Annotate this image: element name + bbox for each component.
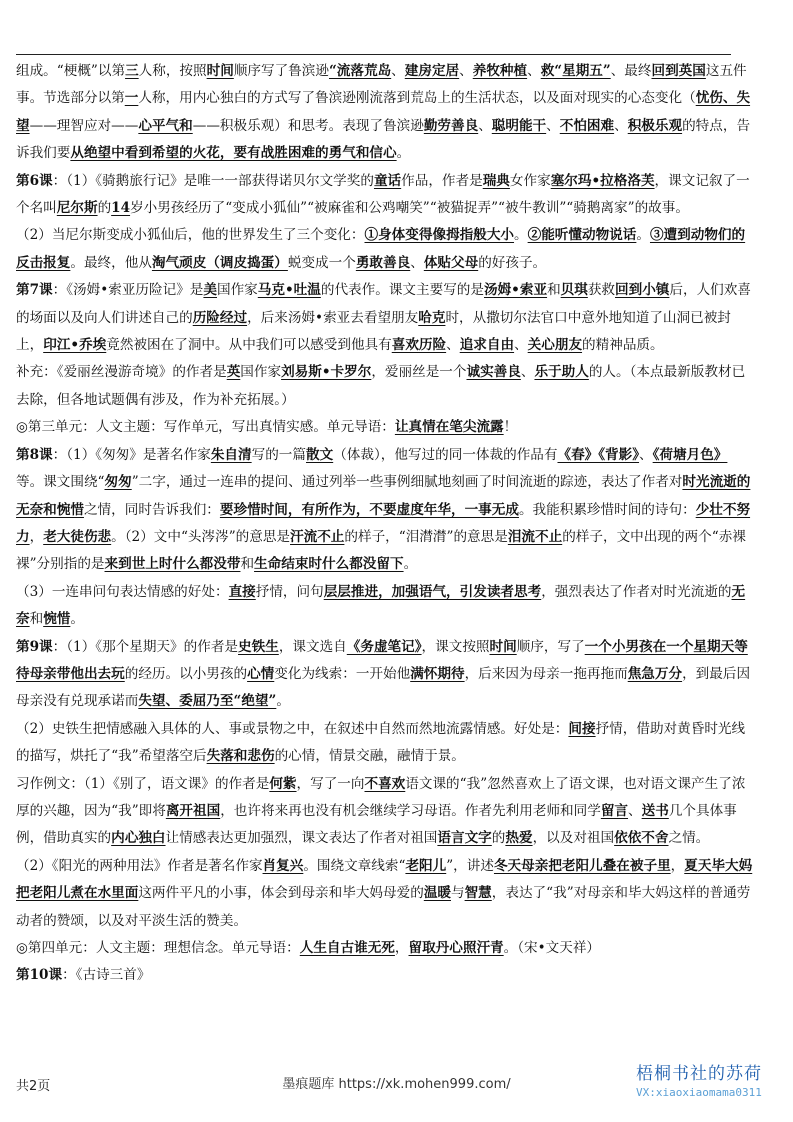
answer-fill: 忧伤、失望 (16, 90, 751, 134)
text-run: 的 (97, 200, 112, 217)
text-run: 和 (29, 611, 44, 628)
lesson-label: 第10课 (16, 967, 63, 984)
text-run: 、 (520, 364, 535, 381)
answer-fill: 印江•乔埃 (43, 337, 107, 354)
answer-fill: 老大徒伤悲 (43, 528, 112, 545)
text-run: ，以及对祖国 (532, 830, 615, 847)
text-run: 顺序，写了 (516, 638, 585, 655)
paragraph (16, 359, 753, 414)
answer-fill: 追求自由 (459, 337, 515, 354)
text-run: 、 (446, 337, 460, 354)
text-run: ”，讲述 (446, 857, 494, 874)
answer-fill: 塞尔玛•拉格洛芙 (550, 172, 655, 189)
answer-fill: 散文 (306, 446, 334, 463)
answer-fill: 回到英国 (651, 63, 706, 79)
text-run: ，也许将来再也没有机会继续学习母语。作者先利用老师和同学 (220, 802, 601, 819)
text-run: 组成。“梗概”以第 (16, 63, 126, 79)
text-run: 抒情，问句 (255, 583, 324, 600)
paragraph (16, 771, 753, 853)
watermark-title: 梧桐书社的苏荷 (636, 1064, 762, 1084)
answer-fill: 来到世上时什么都没带 (104, 556, 241, 573)
paragraph (16, 579, 753, 634)
text-run: 、 (478, 117, 492, 134)
text-run: 、最终 (610, 63, 652, 79)
text-run: 的心情，情景交融，融情于景。 (274, 748, 465, 765)
answer-fill: 史铁生 (238, 638, 279, 655)
text-run: 习作例文：（1）《别了，语文课》的作者是 (16, 775, 270, 792)
answer-fill: 三 (125, 63, 139, 79)
text-run: ：《汤姆•索亚历险记》是 (52, 282, 204, 299)
answer-fill: 美 (203, 282, 217, 299)
text-run: 这五件事。节选部分以第 (16, 63, 747, 107)
answer-fill: 直接 (228, 583, 256, 600)
text-run: 变化为线索：一开始他 (274, 665, 411, 682)
answer-fill: 智慧 (464, 885, 492, 902)
answer-fill: 瑞典 (482, 172, 510, 189)
watermark-contact: VX:xiaoxiaomama0311 (636, 1086, 762, 1099)
text-run: 。 (396, 145, 411, 162)
text-run: 。 (636, 227, 650, 244)
text-run: 时，从撒切尔法官口中意外地知道了山洞已被封上， (16, 309, 731, 354)
answer-fill: 要珍惜时间，有所作为，不要虚度年华，一事无成 (219, 501, 519, 518)
text-run: 。最终，他从 (70, 254, 152, 271)
text-run: 和 (240, 556, 255, 573)
answer-fill: 何紫 (269, 775, 297, 792)
text-run: 几个具体事例，借助真实的 (16, 802, 737, 847)
text-run: 女作家 (509, 172, 551, 189)
text-run: ——理智应对—— (29, 117, 139, 134)
paragraph (16, 853, 753, 935)
text-run: ：《古诗三首》 (62, 967, 151, 984)
text-run: 的人。（本点最新版教材已去除，但各地试题偶有涉及，作为补充拓展。） (16, 364, 746, 408)
paragraph (16, 935, 753, 962)
text-run: 、 (391, 63, 405, 79)
paragraph (16, 58, 753, 168)
page-count: 共2页 (16, 1079, 51, 1094)
text-run: 与 (451, 885, 465, 902)
answer-fill: 回到小镇 (615, 282, 670, 299)
text-run: 蜕变成一个 (287, 254, 356, 271)
text-run: 顺序写了鲁滨逊 (233, 63, 329, 79)
text-run: 竟然被困在了洞中。从中我们可以感受到他具有 (106, 337, 392, 354)
text-run: ，后来因为母亲一拖再拖而 (464, 665, 628, 682)
text-run: 、 (459, 63, 473, 79)
answer-fill: 送书 (641, 802, 669, 819)
answer-fill: ③遭到动物们的反击报复 (16, 227, 746, 271)
text-run: （2）《阳光的两种用法》作者是著名作家 (16, 857, 263, 874)
text-run: 。 (514, 227, 528, 244)
text-run: ”二字，通过一连串的提问、通过列举一些事例细腻地刻画了时间流逝的踪迹，表达了作者对 (131, 474, 683, 491)
text-run: 写的一篇 (251, 446, 306, 463)
answer-fill: 层层推进，加强语气，引发读者思考 (323, 583, 542, 600)
answer-fill: ①身体变得像拇指般大小 (364, 227, 515, 244)
answer-fill: 聪明能干 (491, 117, 547, 134)
answer-fill: 语言文字 (437, 830, 492, 847)
answer-fill: 不怕困难 (559, 117, 615, 134)
text-run: ，后来汤姆•索亚去看望朋友 (247, 309, 419, 326)
text-run: 。我能积累珍惜时间的诗句： (518, 501, 696, 518)
answer-fill: 冬天母亲把老阳儿叠在被子里 (493, 857, 671, 874)
answer-fill: 失望、委屈乃至“绝望” (138, 693, 277, 710)
text-run: 让情感表达更加强烈，课文表达了作者对祖国 (165, 830, 438, 847)
text-run: ——积极乐观）和思考。表现了鲁滨逊 (192, 117, 424, 134)
lesson-label: 第7课 (16, 282, 53, 299)
text-run: ，课文按照 (421, 638, 490, 655)
answer-fill: 建房定居 (404, 63, 460, 79)
answer-fill: 满怀期待 (410, 665, 465, 682)
text-run: 、 (614, 117, 628, 134)
text-run: 、 (639, 446, 653, 463)
text-run: （体裁），他写过的同一体裁的作品有 (333, 446, 558, 463)
text-run: ，强烈表达了作者对时光流逝的 (541, 583, 732, 600)
answer-fill: ②能听懂动物说话 (527, 227, 637, 244)
text-run: （3）一连串问句表达情感的好处： (16, 583, 229, 600)
paragraph (16, 716, 753, 771)
answer-fill: 时光流逝的无奈和惋惜 (16, 474, 751, 518)
answer-fill: 马克•吐温 (257, 282, 321, 299)
header-rule (16, 54, 731, 55)
text-run: 人称，用内心独白的方式写了鲁滨逊刚流落到荒岛上的生活状态，以及面对现实的心态变化（ (138, 90, 696, 107)
document-body (16, 58, 753, 990)
text-run: 等。课文围绕“ (16, 474, 105, 491)
answer-fill: “流落荒岛 (328, 63, 392, 79)
answer-fill: 依依不舍 (614, 830, 669, 847)
answer-fill: 内心独白 (111, 830, 166, 847)
text-run: 岁小男孩经历了“变成小狐仙”“被麻雀和公鸡嘲笑”“被猫捉弄”“被牛教训”“骑鹅离家”的故事。 (130, 200, 689, 217)
text-run: ，表达了“我”对母亲和毕大妈这样的普通劳动者的赞颂，以及对平淡生活的赞美。 (16, 885, 751, 929)
text-run: 。（宋•文天祥） (503, 940, 601, 956)
answer-fill: 失落和悲伤 (206, 748, 275, 765)
answer-fill: 乐于助人 (534, 364, 589, 381)
answer-fill: 肖复兴 (262, 857, 304, 874)
text-run: 国作家 (217, 282, 258, 299)
paragraph (16, 222, 753, 277)
answer-fill: 哈克 (418, 309, 446, 326)
text-run: 的精神品质。 (582, 337, 664, 354)
answer-fill: 养牧种植 (472, 63, 528, 79)
text-run: ！ (503, 419, 518, 436)
text-run: ， (394, 940, 409, 956)
text-run: 人称，按照 (138, 63, 207, 79)
answer-fill: 勇敢善良 (355, 254, 411, 271)
text-run: （2）当尼尔斯变成小狐仙后，他的世界发生了三个变化： (16, 227, 365, 244)
text-run: 的代表作。课文主要写的是 (320, 282, 484, 299)
paragraph (16, 168, 753, 223)
text-run: 、 (514, 337, 528, 354)
text-run: 的好孩子。 (478, 254, 547, 271)
lesson-label: 第6课 (16, 172, 53, 189)
paragraph (16, 634, 753, 716)
answer-fill: 诚实善良 (466, 364, 521, 381)
lesson-label: 第8课 (16, 446, 53, 463)
lesson-label: 第9课 (16, 638, 53, 655)
text-run: 。 (403, 556, 418, 573)
text-run: 后，人们欢喜的场面以及向人们讲述自己的 (16, 282, 751, 326)
text-run: 的样子，“泪潸潸”的意思是 (344, 528, 508, 545)
answer-fill: 14 (111, 200, 131, 217)
text-run: 作品，作者是 (401, 172, 483, 189)
answer-fill: 离开祖国 (165, 802, 221, 819)
paragraph (16, 442, 753, 579)
text-run: 。 (70, 611, 84, 628)
answer-fill: 热爱 (505, 830, 533, 847)
answer-fill: 心情 (247, 665, 275, 682)
text-run: ，写了一向 (296, 775, 365, 792)
paragraph (16, 277, 753, 359)
text-run: ， (29, 528, 44, 545)
answer-fill: 焦急万分 (627, 665, 683, 682)
answer-fill: 刘易斯•卡罗尔 (281, 364, 372, 381)
footer-site: 墨痕题库 https://xk.mohen999.com/ (282, 1077, 511, 1092)
answer-fill: 喜欢历险 (391, 337, 447, 354)
answer-fill: 《荷塘月色》 (652, 446, 728, 463)
answer-fill: 积极乐观 (627, 117, 683, 134)
text-run: 之情。 (668, 830, 710, 847)
text-run: ，爱丽丝是一个 (371, 364, 467, 381)
answer-fill: 无奈 (16, 583, 746, 628)
text-run: 的 (491, 830, 506, 847)
text-run: 、 (546, 117, 560, 134)
answer-fill: 匆匆 (104, 474, 132, 491)
text-run: ，课文记叙了一个名叫 (16, 172, 750, 217)
answer-fill: 汤姆•索亚 (483, 282, 548, 299)
answer-fill: 尼尔斯 (56, 200, 98, 217)
answer-fill: 留取丹心照汗青 (408, 940, 504, 956)
answer-fill: 一 (124, 90, 139, 107)
text-run: ：（1）《骑鹅旅行记》是唯一一部获得诺贝尔文学奖的 (52, 172, 374, 189)
answer-fill: 童话 (373, 172, 402, 189)
text-run: 的经历。以小男孩的 (124, 665, 248, 682)
text-run: 、 (527, 63, 541, 79)
answer-fill: 汗流不止 (290, 528, 345, 545)
text-run: ：（1）《那个星期天》的作者是 (52, 638, 239, 655)
answer-fill: 不喜欢 (364, 775, 406, 792)
text-run: 国作家 (240, 364, 282, 381)
text-run: 、 (628, 802, 642, 819)
text-run: 的样子，文中出现的两个“赤裸裸”分别指的是 (16, 528, 746, 573)
text-run: 这两件平凡的小事，体会到母亲和毕大妈母爱的 (138, 885, 424, 902)
answer-fill: 少壮不努力 (16, 501, 751, 545)
answer-fill: 让真情在笔尖流露 (394, 419, 504, 436)
answer-fill: 历险经过 (192, 309, 248, 326)
answer-fill: 人生自古谁无死 (299, 940, 395, 956)
text-run: ，课文选自 (278, 638, 347, 655)
answer-fill: 从绝望中看到希望的火花，要有战胜困难的勇气和信心 (70, 145, 397, 162)
answer-fill: 救“星期五” (540, 63, 611, 79)
text-run: ：（1）《匆匆》是著名作家 (52, 446, 211, 463)
answer-fill: 生命结束时什么都没留下 (254, 556, 404, 573)
text-run: 语文课的“我”忽然喜欢上了语文课，也对语文课产生了浓厚的兴趣，因为“我”即将 (16, 775, 746, 819)
answer-fill: 一个小男孩在一个星期天等待母亲带他出去玩 (16, 638, 748, 682)
answer-fill: 《务虚笔记》 (346, 638, 422, 655)
answer-fill: 惋惜 (43, 611, 71, 628)
answer-fill: 英 (226, 364, 241, 381)
text-run: 获救 (587, 282, 616, 299)
answer-fill: 间接 (568, 720, 596, 737)
text-run: 抒情，借助对黄昏时光线的描写，烘托了“我”希望落空后 (16, 720, 746, 765)
text-run: 。 (276, 693, 290, 710)
answer-fill: 关心朋友 (527, 337, 583, 354)
answer-fill: 夏天毕大妈把老阳儿煮在水里面 (16, 857, 753, 902)
answer-fill: 朱自清 (210, 446, 252, 463)
answer-fill: 老阳儿 (405, 857, 447, 874)
text-run: 之情，同时告诉我们： (83, 501, 220, 518)
watermark-stamp (636, 1063, 793, 1105)
text-run: ， (670, 857, 685, 874)
answer-fill: 勤劳善良 (423, 117, 479, 134)
text-run: ◎第四单元：人文主题：理想信念。单元导语： (16, 940, 300, 956)
answer-fill: 泪流不止 (507, 528, 563, 545)
answer-fill: 心平气和 (138, 117, 193, 134)
text-run: （2）史铁生把情感融入具体的人、事或景物之中，在叙述中自然而然地流露情感。好处是： (16, 720, 569, 737)
answer-fill: 时间 (489, 638, 517, 655)
answer-fill: 淘气顽皮（调皮捣蛋） (151, 254, 288, 271)
text-run: 。围绕文章线索“ (303, 857, 406, 874)
answer-fill: 贝琪 (560, 282, 588, 299)
answer-fill: 留言 (600, 802, 629, 819)
text-run: 、 (410, 254, 424, 271)
answer-fill: 温暖 (423, 885, 451, 902)
text-run: 补充：《爱丽丝漫游奇境》的作者是 (16, 364, 227, 381)
text-run: 。（2）文中“头涔涔”的意思是 (111, 528, 291, 545)
text-run: ◎第三单元：人文主题：写作单元，写出真情实感。单元导语： (16, 419, 395, 436)
answer-fill: 《春》《背影》 (557, 446, 640, 463)
paragraph (16, 414, 753, 441)
text-run: 的特点，告诉我们要 (16, 117, 751, 162)
answer-fill: 时间 (206, 63, 234, 79)
text-run: ，到最后因母亲没有兑现承诺而 (16, 665, 751, 710)
text-run: 和 (547, 282, 561, 299)
paragraph (16, 962, 753, 989)
answer-fill: 体贴父母 (423, 254, 479, 271)
